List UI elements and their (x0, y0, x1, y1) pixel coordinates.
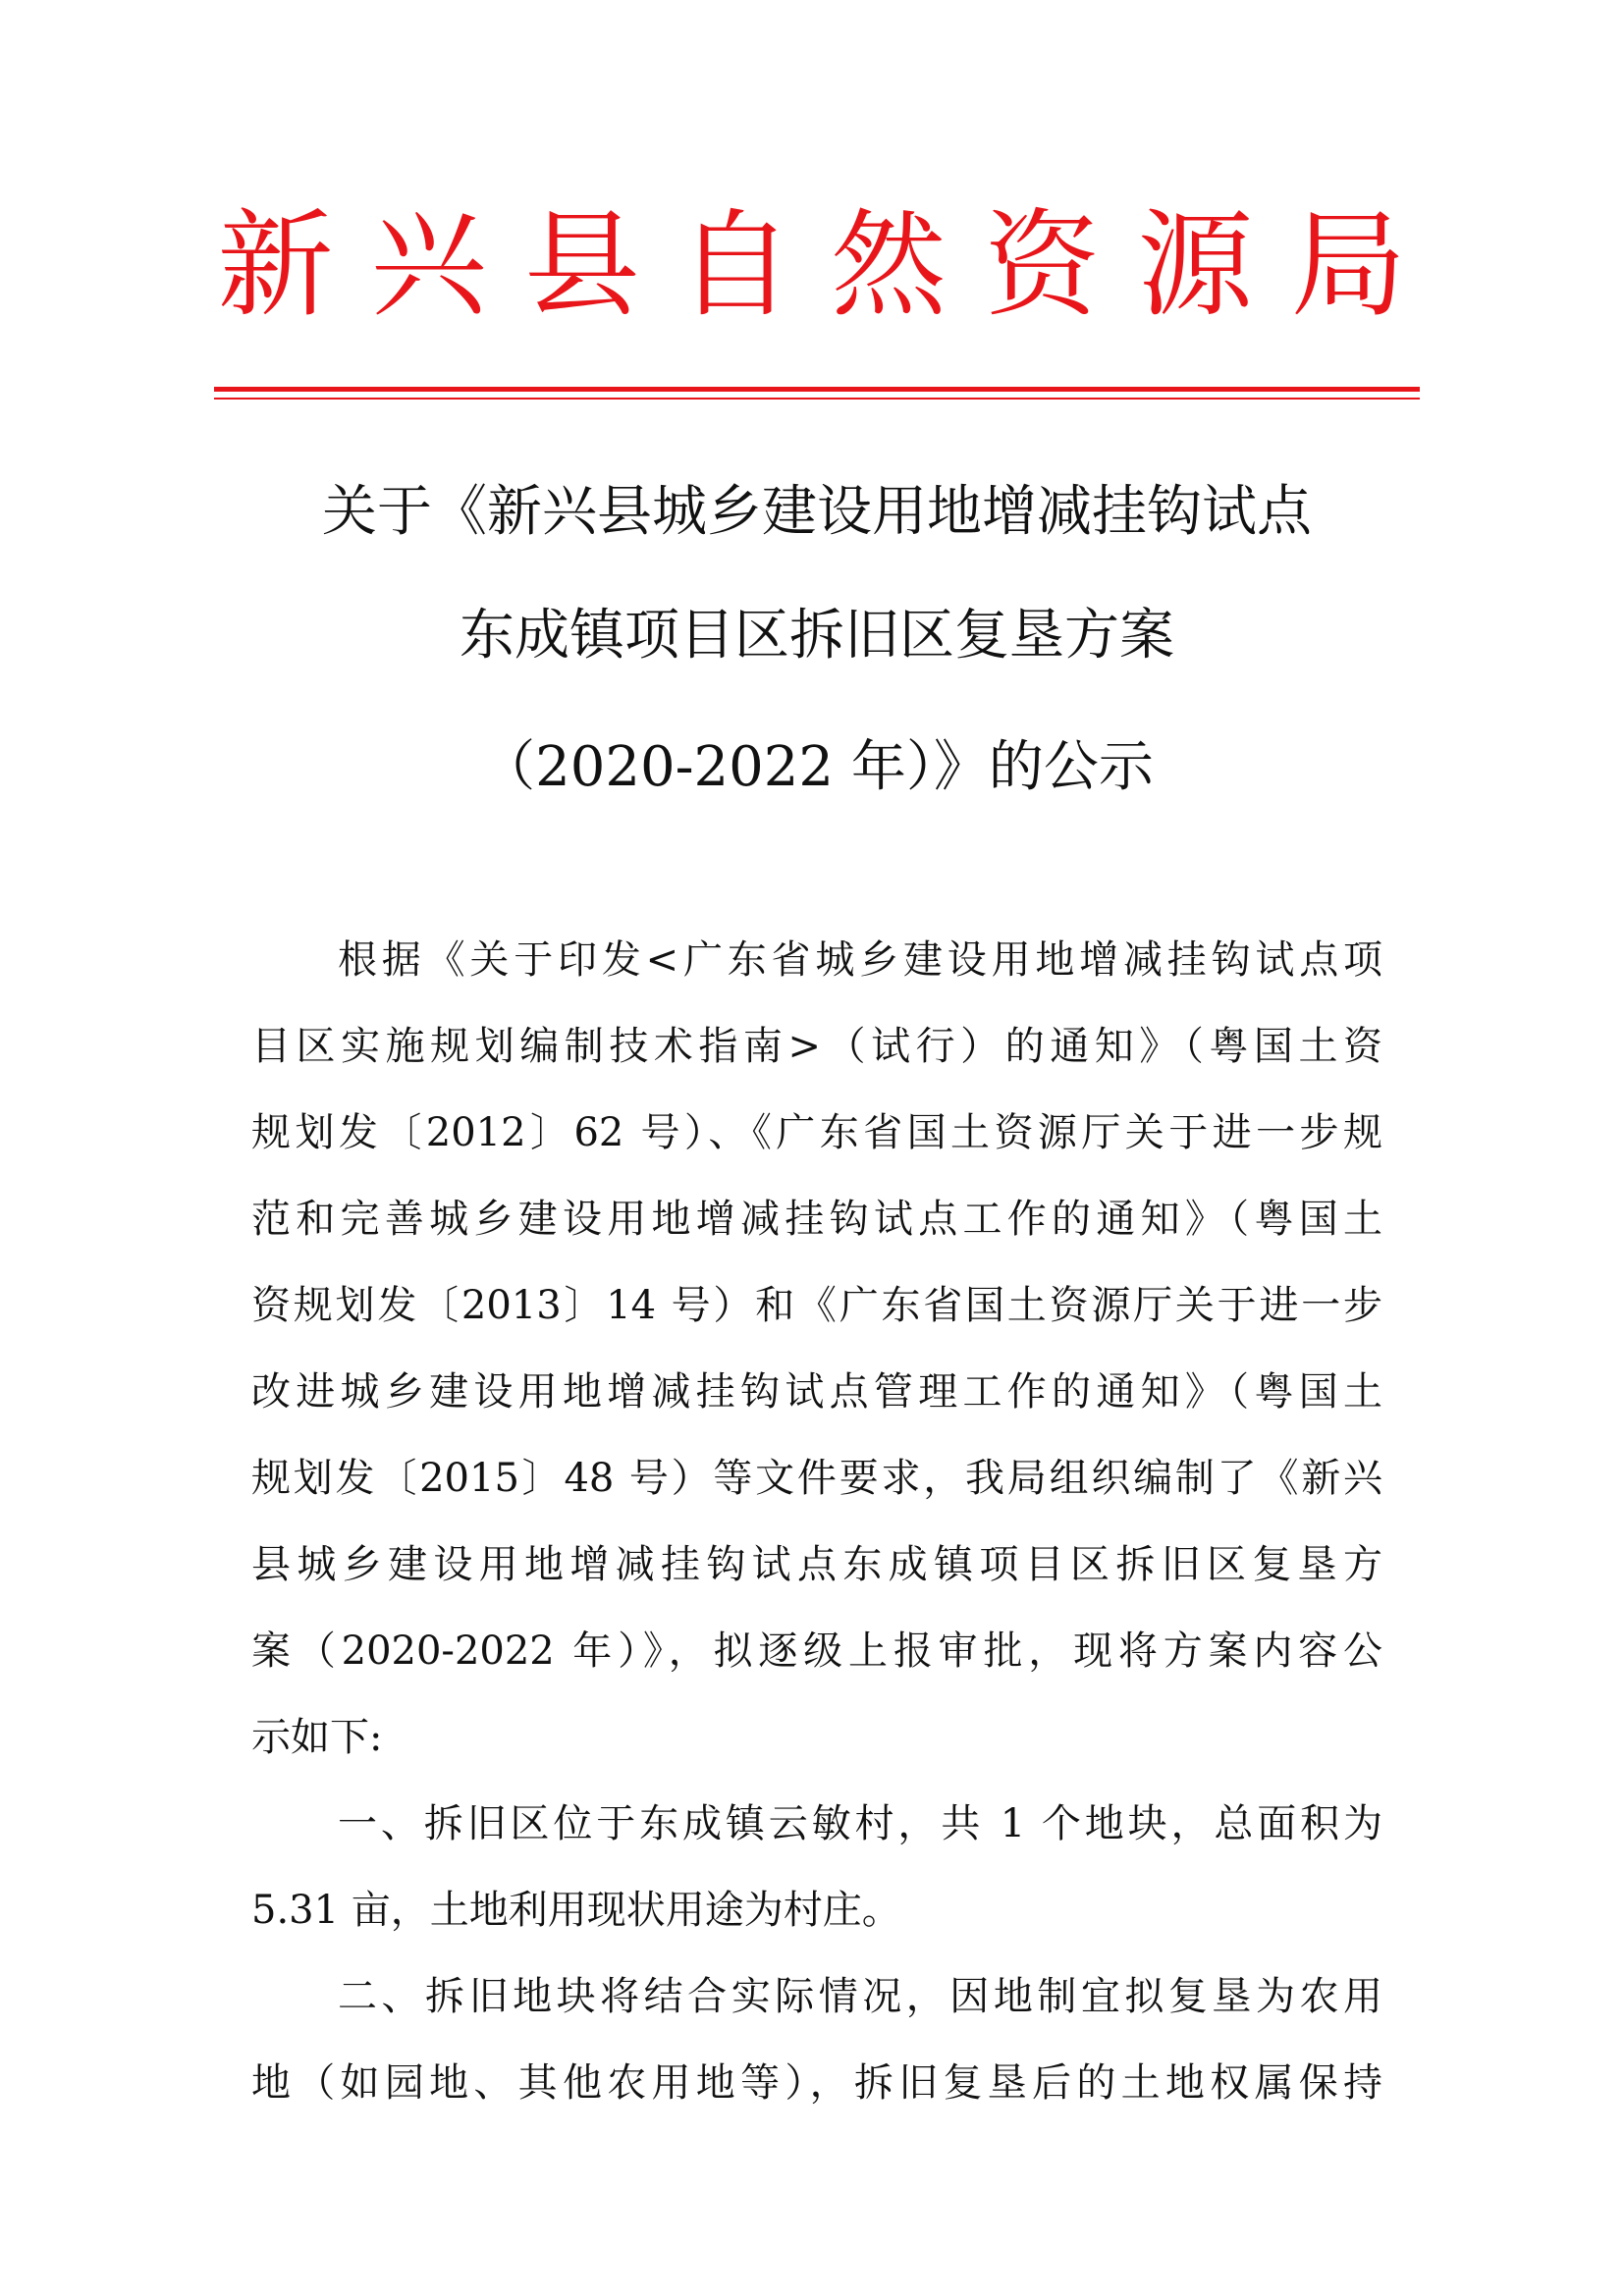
body-paragraph-line: 5.31 亩，土地利用现状用途为村庄。 (251, 1888, 901, 1933)
header-char: 县 (523, 197, 640, 333)
body-paragraph-line: 县城乡建设用地增减挂钩试点东成镇项目区拆旧区复垦方 (251, 1542, 1382, 1587)
header-divider-thick (214, 387, 1420, 392)
issuing-authority-header (214, 191, 1410, 339)
header-char: 新 (217, 197, 334, 333)
body-paragraph-line: 资规划发〔2013〕14 号）和《广东省国土资源厅关于进一步 (251, 1283, 1382, 1328)
body-paragraph-line: 一、拆旧区位于东成镇云敏村，共 1 个地块，总面积为 (338, 1801, 1382, 1846)
body-paragraph-line: 范和完善城乡建设用地增减挂钩试点工作的通知》（粤国土 (251, 1197, 1382, 1242)
body-paragraph-line: 地（如园地、其他农用地等），拆旧复垦后的土地权属保持 (251, 2060, 1382, 2106)
header-divider-thin (214, 398, 1420, 400)
body-paragraph-line: 二、拆旧地块将结合实际情况，因地制宜拟复垦为农用 (338, 1974, 1382, 2019)
body-paragraph-line: 案（2020-2022 年）》，拟逐级上报审批，现将方案内容公 (251, 1629, 1382, 1674)
body-paragraph-line: 根据《关于印发<广东省城乡建设用地增减挂钩试点项 (338, 937, 1382, 983)
header-char: 兴 (370, 197, 487, 333)
body-paragraph-line: 规划发〔2012〕62 号）、《广东省国土资源厅关于进一步规 (251, 1110, 1382, 1155)
header-char: 源 (1137, 197, 1254, 333)
body-paragraph-line: 目区实施规划编制技术指南>（试行）的通知》（粤国土资 (251, 1024, 1382, 1069)
header-char: 资 (984, 197, 1101, 333)
document-title-line-2: 东成镇项目区拆旧区复垦方案 (460, 604, 1174, 667)
body-paragraph-line: 规划发〔2015〕48 号）等文件要求，我局组织编制了《新兴 (251, 1456, 1382, 1501)
header-char: 然 (831, 197, 947, 333)
document-title-line-3: （2020-2022 年）》的公示 (480, 735, 1154, 799)
body-paragraph-line: 示如下: (251, 1715, 383, 1760)
header-char: 局 (1290, 197, 1407, 333)
document-title-line-1: 关于《新兴县城乡建设用地增减挂钩试点 (322, 480, 1312, 544)
header-char: 自 (677, 197, 793, 333)
body-paragraph-line: 改进城乡建设用地增减挂钩试点管理工作的通知》（粤国土 (251, 1369, 1382, 1415)
